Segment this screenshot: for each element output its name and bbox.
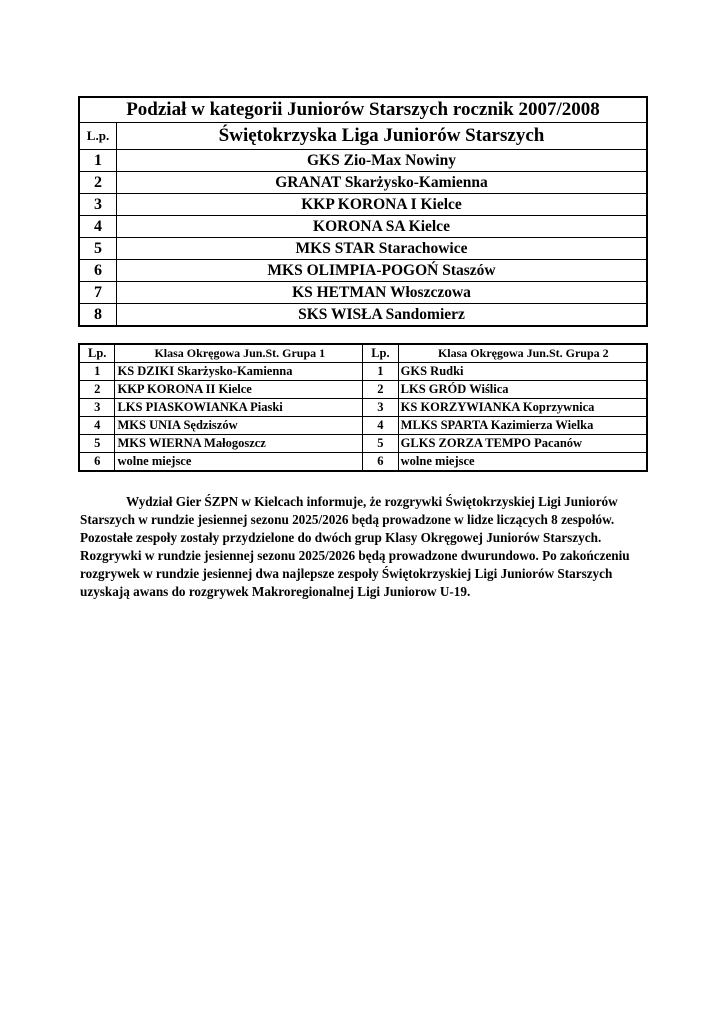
group1-header: Klasa Okręgowa Jun.St. Grupa 1 bbox=[115, 344, 363, 363]
table-row bbox=[79, 435, 647, 453]
group1-team-cell: MKS WIERNA Małogoszcz bbox=[115, 435, 363, 453]
team-name-cell: MKS STAR Starachowice bbox=[117, 238, 648, 260]
lp-cell: 8 bbox=[79, 304, 117, 327]
lp-column-header: L.p. bbox=[79, 123, 117, 150]
table-row bbox=[79, 238, 647, 260]
lp-cell: 6 bbox=[79, 260, 117, 282]
team-name-cell: GRANAT Skarżysko-Kamienna bbox=[117, 172, 648, 194]
team-name-cell: KORONA SA Kielce bbox=[117, 216, 648, 238]
team-name-cell: KS HETMAN Włoszczowa bbox=[117, 282, 648, 304]
table-row bbox=[79, 363, 647, 381]
info-paragraph: Wydział Gier ŚZPN w Kielcach informuje, że rozgrywki Świętokrzyskiej Ligi Juniorów Starszych w rundzie jesiennej sezonu 2025/2026 będą prowadzone w lidze liczących 8 zespołów. Pozostałe zespoły zostały przydzielone do dwóch grup Klasy Okręgowej Juniorów Starszych. Rozgrywki w rundzie jesiennej sezonu 2025/2026 będą prowadzone dwurundowo. Po zakończeniu rozgrywek w rundzie jesiennej dwa najlepsze zespoły Świętokrzyskiej Ligi Juniorów Starszych uzyskają awans do rozgrywek Makroregionalnej Ligi Juniorow U-19. bbox=[80, 494, 630, 599]
group1-team-cell: KKP KORONA II Kielce bbox=[115, 381, 363, 399]
groups-table bbox=[78, 343, 648, 472]
table-row bbox=[79, 172, 647, 194]
table-row bbox=[79, 194, 647, 216]
group2-lp-cell: 6 bbox=[363, 453, 398, 472]
table-row bbox=[79, 381, 647, 399]
group1-lp-cell: 4 bbox=[79, 417, 115, 435]
group1-team-cell: LKS PIASKOWIANKA Piaski bbox=[115, 399, 363, 417]
table-row bbox=[79, 453, 647, 472]
group2-team-cell: LKS GRÓD Wiślica bbox=[398, 381, 647, 399]
table-row bbox=[79, 417, 647, 435]
league-table-header-row bbox=[79, 123, 647, 150]
lp-cell: 5 bbox=[79, 238, 117, 260]
group2-lp-cell: 2 bbox=[363, 381, 398, 399]
group1-lp-cell: 1 bbox=[79, 363, 115, 381]
team-name-cell: KKP KORONA I Kielce bbox=[117, 194, 648, 216]
group1-lp-cell: 5 bbox=[79, 435, 115, 453]
table-row bbox=[79, 399, 647, 417]
group2-team-cell: KS KORZYWIANKA Koprzywnica bbox=[398, 399, 647, 417]
group2-lp-cell: 1 bbox=[363, 363, 398, 381]
league-table-title: Podział w kategorii Juniorów Starszych rocznik 2007/2008 bbox=[79, 97, 647, 123]
group1-team-cell: wolne miejsce bbox=[115, 453, 363, 472]
group2-team-cell: GKS Rudki bbox=[398, 363, 647, 381]
league-table-title-row bbox=[79, 97, 647, 123]
league-name-header: Świętokrzyska Liga Juniorów Starszych bbox=[117, 123, 648, 150]
group2-lp-header: Lp. bbox=[363, 344, 398, 363]
table-row bbox=[79, 260, 647, 282]
table-row bbox=[79, 216, 647, 238]
team-name-cell: GKS Zio-Max Nowiny bbox=[117, 150, 648, 172]
group2-lp-cell: 4 bbox=[363, 417, 398, 435]
group1-lp-header: Lp. bbox=[79, 344, 115, 363]
lp-cell: 2 bbox=[79, 172, 117, 194]
group1-team-cell: KS DZIKI Skarżysko-Kamienna bbox=[115, 363, 363, 381]
lp-cell: 7 bbox=[79, 282, 117, 304]
group2-header: Klasa Okręgowa Jun.St. Grupa 2 bbox=[398, 344, 647, 363]
table-row bbox=[79, 282, 647, 304]
team-name-cell: MKS OLIMPIA-POGOŃ Staszów bbox=[117, 260, 648, 282]
lp-cell: 1 bbox=[79, 150, 117, 172]
lp-cell: 4 bbox=[79, 216, 117, 238]
group2-lp-cell: 3 bbox=[363, 399, 398, 417]
group2-lp-cell: 5 bbox=[363, 435, 398, 453]
groups-table-header-row bbox=[79, 344, 647, 363]
group2-team-cell: MLKS SPARTA Kazimierza Wielka bbox=[398, 417, 647, 435]
group2-team-cell: GLKS ZORZA TEMPO Pacanów bbox=[398, 435, 647, 453]
table-row bbox=[79, 150, 647, 172]
group1-lp-cell: 6 bbox=[79, 453, 115, 472]
lp-cell: 3 bbox=[79, 194, 117, 216]
group2-team-cell: wolne miejsce bbox=[398, 453, 647, 472]
group1-lp-cell: 2 bbox=[79, 381, 115, 399]
table-row bbox=[79, 304, 647, 327]
team-name-cell: SKS WISŁA Sandomierz bbox=[117, 304, 648, 327]
group1-lp-cell: 3 bbox=[79, 399, 115, 417]
group1-team-cell: MKS UNIA Sędziszów bbox=[115, 417, 363, 435]
league-table bbox=[78, 96, 648, 327]
